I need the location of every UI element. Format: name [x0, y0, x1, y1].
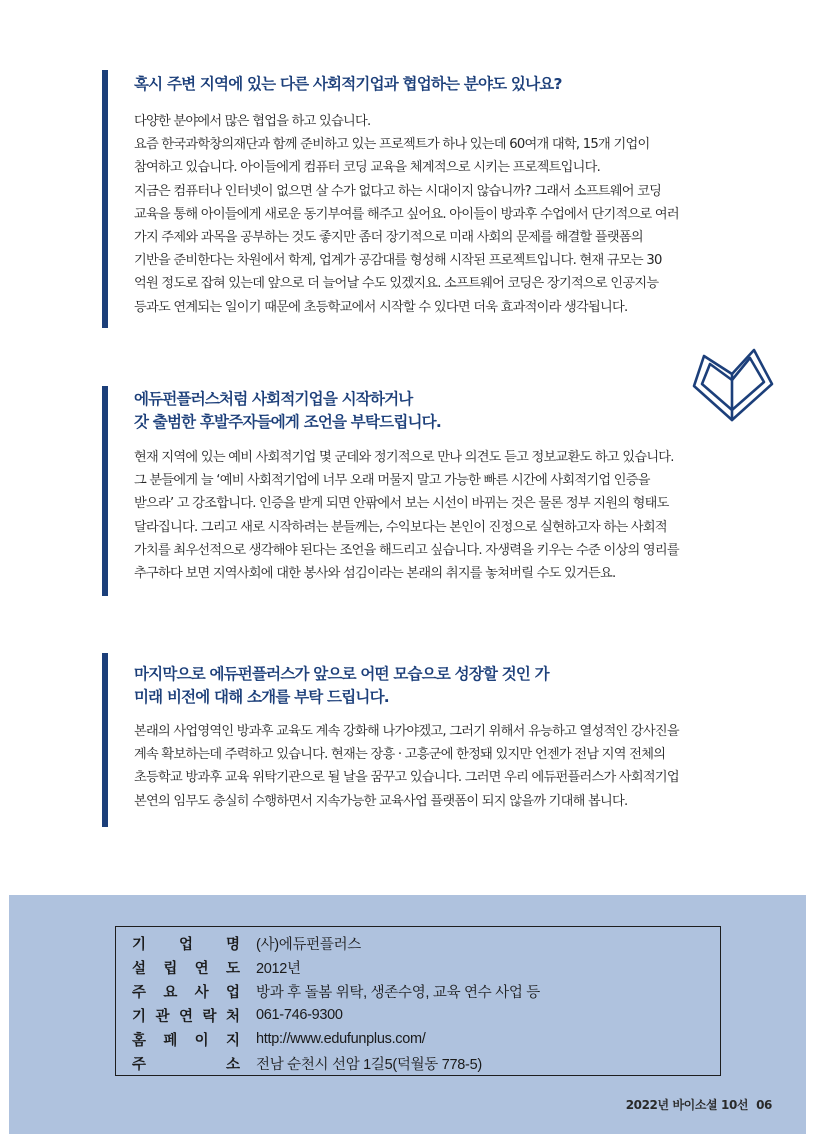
info-label — [132, 957, 240, 978]
section-collaboration — [102, 70, 742, 328]
question-title — [134, 73, 742, 96]
info-value: 2012년 — [256, 960, 301, 977]
info-label-char: 기 — [132, 936, 147, 953]
info-label — [132, 1029, 240, 1050]
info-label-char: 연 — [178, 1008, 193, 1025]
question-title-line: 미래 비전에 대해 소개를 부탁 드립니다. — [134, 688, 389, 706]
section-accent-bar — [102, 653, 108, 827]
info-label-char: 사 — [194, 984, 209, 1001]
info-row-contact — [132, 1003, 343, 1027]
info-label-char: 요 — [163, 984, 178, 1001]
answer-line: 추구하다 보면 지역사회에 대한 봉사와 섬김이라는 본래의 취지를 놓쳐버릴 수도 있거든요. — [134, 566, 616, 582]
info-label-char: 홈 — [132, 1032, 147, 1049]
answer-line: 다양한 분야에서 많은 협업을 하고 있습니다. — [134, 114, 371, 129]
company-info-box — [115, 926, 721, 1076]
info-label-char: 립 — [163, 960, 178, 977]
answer-line: 가치를 최우선적으로 생각해야 된다는 조언을 해드리고 싶습니다. 자생력을 키우는 수준 이상의 영리를 — [134, 542, 679, 558]
section-accent-bar — [102, 70, 108, 328]
info-row-business — [132, 979, 540, 1003]
info-label-char: 명 — [225, 936, 240, 953]
info-label-char: 연 — [194, 960, 209, 977]
info-label-char: 이 — [194, 1032, 209, 1049]
answer-line: 달라집니다. 그리고 새로 시작하려는 분들께는, 수익보다는 본인이 진정으로 실현하고자 하는 사회적 — [134, 519, 667, 535]
answer-line: 참여하고 있습니다. 아이들에게 컴퓨터 코딩 교육을 체계적으로 시키는 프로젝트입니다. — [134, 160, 601, 176]
answer-line: 교육을 통해 아이들에게 새로운 동기부여를 해주고 싶어요. 아이들이 방과후 수업에서 단기적으로 여러 — [134, 206, 679, 222]
answer-text — [134, 110, 742, 319]
answer-line: 받으라’ 고 강조합니다. 인증을 받게 되면 안팎에서 보는 시선이 바뀌는 것은 물론 정부 지원의 형태도 — [134, 496, 669, 512]
info-value: (사)에듀펀플러스 — [256, 936, 362, 953]
info-label — [132, 1053, 240, 1074]
info-label — [132, 933, 240, 954]
answer-line: 현재 지역에 있는 예비 사회적기업 몇 군데와 정기적으로 만나 의견도 듣고 정보교환도 하고 있습니다. — [134, 450, 674, 465]
answer-line: 본래의 사업영역인 방과후 교육도 계속 강화해 나가야겠고, 그러기 위해서 유능하고 열성적인 강사진을 — [134, 724, 679, 739]
info-label-char: 주 — [132, 1056, 147, 1073]
answer-line: 본연의 임무도 충실히 수행하면서 지속가능한 교육사업 플랫폼이 되지 않을까 기대해 봅니다. — [134, 793, 628, 809]
info-label-char: 업 — [178, 936, 193, 953]
info-value: 전남 순천시 선암 1길5(덕월동 778-5) — [256, 1056, 482, 1073]
homepage-link[interactable]: http://www.edufunplus.com/ — [256, 1031, 426, 1047]
answer-line: 그 분들에게 늘 ‘예비 사회적기업에 너무 오래 머물지 말고 가능한 빠른 시간에 사회적기업 인증을 — [134, 473, 650, 489]
info-label-char: 페 — [163, 1032, 178, 1049]
section-accent-bar — [102, 386, 108, 596]
answer-line: 등과도 연계되는 일이기 때문에 초등학교에서 시작할 수 있다면 더욱 효과적이라 생각됩니다. — [134, 299, 628, 315]
info-label-char: 지 — [225, 1032, 240, 1049]
answer-line: 지금은 컴퓨터나 인터넷이 없으면 살 수가 없다고 하는 시대이지 않습니까? 그래서 소프트웨어 코딩 — [134, 183, 662, 199]
info-label-char: 업 — [225, 984, 240, 1001]
info-label-char: 도 — [225, 960, 240, 977]
answer-line: 억원 정도로 잡혀 있는데 앞으로 더 늘어날 수도 있겠지요. 소프트웨어 코딩은 장기적으로 인공지능 — [134, 276, 659, 292]
page-number: 06 — [756, 1098, 772, 1112]
question-title-line: 갓 출범한 후발주자들에게 조언을 부탁드립니다. — [134, 413, 441, 431]
question-title-line: 마지막으로 에듀펀플러스가 앞으로 어떤 모습으로 성장할 것인 가 — [134, 665, 549, 683]
publication-title: 2022년 바이소셜 10선 — [625, 1098, 749, 1112]
info-label-char: 소 — [225, 1056, 240, 1073]
question-title-line: 혹시 주변 지역에 있는 다른 사회적기업과 협업하는 분야도 있나요? — [134, 75, 562, 93]
info-label-char: 주 — [132, 984, 147, 1001]
question-title — [134, 388, 742, 434]
answer-line: 가지 주제와 과목을 공부하는 것도 좋지만 좀더 장기적으로 미래 사회의 문제를 해결할 플랫폼의 — [134, 230, 643, 246]
info-row-founded — [132, 955, 301, 979]
answer-line: 기반을 준비한다는 차원에서 학계, 업계가 공감대를 형성해 시작된 프로젝트입니다. 현재 규모는 30 — [134, 253, 662, 269]
answer-text — [134, 446, 742, 585]
info-row-company-name — [132, 931, 361, 955]
answer-line: 요즘 한국과학창의재단과 함께 준비하고 있는 프로젝트가 하나 있는데 60여개 대학, 15개 기업이 — [134, 137, 650, 153]
info-label-char: 설 — [132, 960, 147, 977]
info-row-address — [132, 1051, 482, 1075]
question-title-line: 에듀펀플러스처럼 사회적기업을 시작하거나 — [134, 390, 413, 408]
answer-line: 초등학교 방과후 교육 위탁기관으로 될 날을 꿈꾸고 있습니다. 그러면 우리 에듀펀플러스가 사회적기업 — [134, 770, 679, 786]
question-title — [134, 663, 742, 709]
page-footer — [626, 1096, 772, 1113]
section-advice — [102, 386, 742, 596]
info-label-char: 관 — [155, 1008, 170, 1025]
answer-line: 계속 확보하는데 주력하고 있습니다. 현재는 장흥 · 고흥군에 한정돼 있지만 언젠가 전남 지역 전체의 — [134, 747, 666, 763]
info-label-char: 처 — [225, 1008, 240, 1025]
info-label-char: 기 — [132, 1008, 147, 1025]
info-value: 방과 후 돌봄 위탁, 생존수영, 교육 연수 사업 등 — [256, 984, 541, 1001]
answer-text — [134, 720, 742, 813]
info-row-homepage — [132, 1027, 426, 1051]
info-label — [132, 1005, 240, 1026]
info-value-phone: 061-746-9300 — [256, 1007, 343, 1023]
section-vision — [102, 653, 742, 827]
info-label — [132, 981, 240, 1002]
info-label-char: 락 — [202, 1008, 217, 1025]
